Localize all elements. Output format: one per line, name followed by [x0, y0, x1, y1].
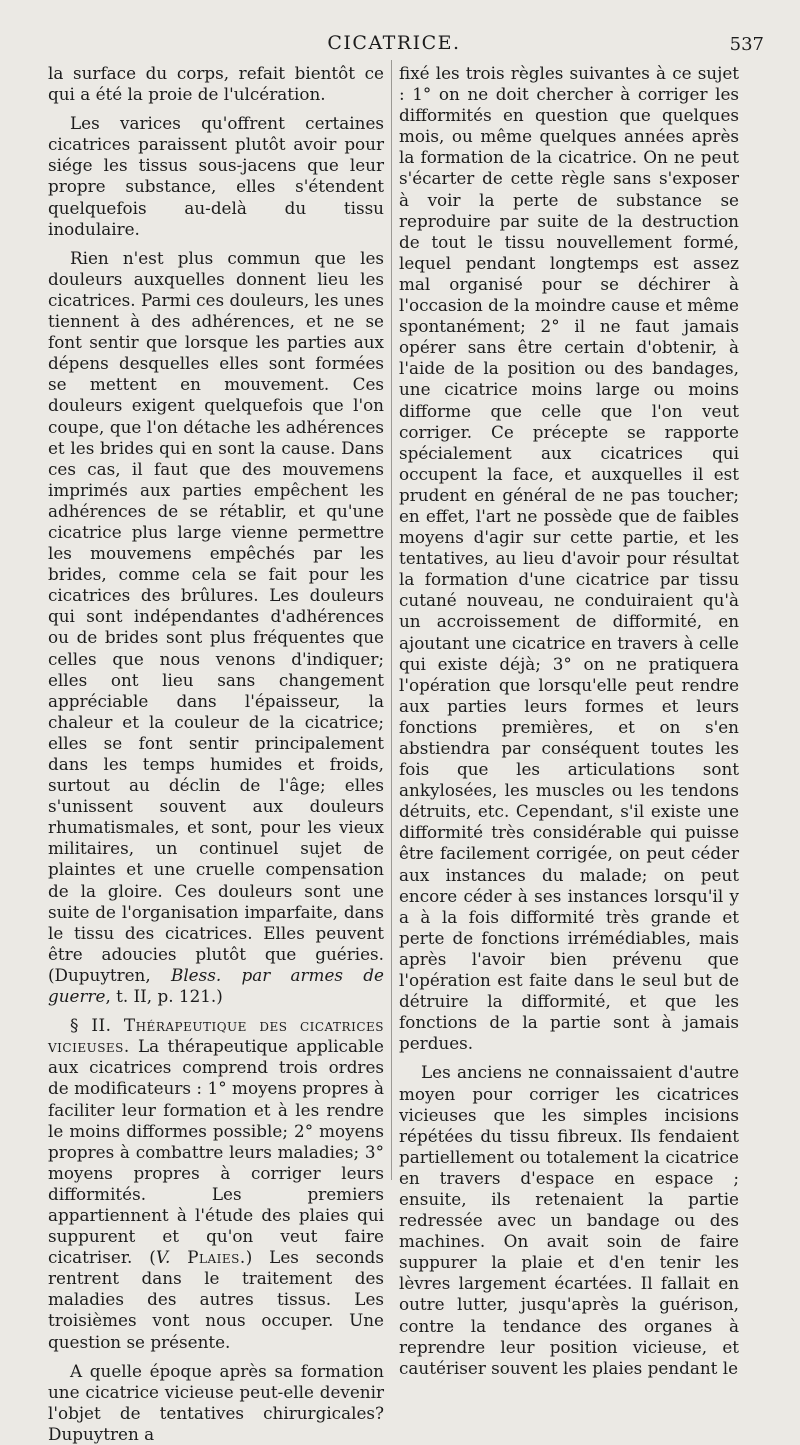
citation-title: Bless. par armes de guerre: [48, 964, 384, 1007]
cross-ref-marker: V.: [155, 1247, 171, 1268]
section-heading: § II. Thérapeutique des cicatrices vicieuses.: [48, 1015, 384, 1057]
paragraph-text: ) Les seconds rentrent dans le traitement des maladies des autres tissus. Les troisièmes vont nous occuper. Une question se présente.: [48, 1247, 384, 1352]
paragraph: [48, 248, 384, 1007]
paragraph-text: Rien n'est plus commun que les douleurs auxquelles donnent lieu les cicatrices. Parmi ces douleurs, les unes tiennent à des adhérences, et ne se font sentir que lorsque les parties aux dépens desquelles elles sont formées se mettent en mouvement. Ces douleurs exigent quelquefois que l'on coupe, que l'on détache les adhérences et les brides qui en sont la cause. Dans ces cas, il faut que des mouvemens imprimés aux parties empêchent les adhérences de se rétablir, et qu'une cicatrice plus large vienne permettre les mouvemens empêchés par les brides, comme cela se fait pour les cicatrices des brûlures. Les douleurs qui sont indépendantes d'adhérences ou de brides sont plus fréquentes que celles que nous venons d'indiquer; elles ont lieu sans changement appréciable dans l'épaisseur, la chaleur et la couleur de la cicatrice; elles se font sentir principalement dans les temps humides et froids, surtout au déclin de l'âge; elles s'unissent souvent aux douleurs rhumatismales, et sont, pour les vieux militaires, un continuel sujet de plaintes et une cruelle compensation de la gloire. Ces douleurs sont une suite de l'organisation imparfaite, dans le tissu des cicatrices. Elles peuvent être adoucies plutôt que guéries. (Dupuytren,: [48, 247, 384, 985]
column-divider: [391, 60, 392, 1180]
cross-ref: Plaies.: [187, 1247, 246, 1268]
page-number: 537: [729, 34, 764, 55]
paragraph: A quelle époque après sa formation une cicatrice vicieuse peut-elle devenir l'objet de tentatives chirurgicales? Dupuytren a: [48, 1360, 384, 1444]
page-title: CICATRICE.: [327, 32, 461, 54]
paragraph-text: La thérapeutique applicable aux cicatrices comprend trois ordres de modificateurs : 1° moyens propres à faciliter leur formation et à les rendre le moins difformes possible; 2° moyens propres à combattre leurs maladies; 3° moyens propres à corriger leurs difformités. Les premiers appartiennent à l'étude des plaies qui suppurent et qu'on veut faire cicatriser. (: [48, 1036, 384, 1268]
running-header: [44, 32, 764, 62]
paragraph: la surface du corps, refait bientôt ce qui a été la proie de l'ulcération.: [48, 63, 384, 105]
paragraph: fixé les trois règles suivantes à ce sujet : 1° on ne doit chercher à corriger les difformités en question que quelques mois, ou même quelques années après la formation de la cicatrice. On ne peut s'écarter de cette règle sans s'exposer à voir la perte de substance se reproduire par suite de la destruction de tout le tissu nouvellement formé, lequel pendant longtemps est assez mal organisé pour se déchirer à l'occasion de la moindre cause et même spontanément; 2° il ne faut jamais opérer sans être certain d'obtenir, à l'aide de la position ou des bandages, une cicatrice moins large ou moins difforme que celle que l'on veut corriger. Ce précepte se rapporte spécialement aux cicatrices qui occupent la face, et auxquelles il est prudent en général de ne pas toucher; en effet, l'art ne possède que de faibles moyens d'agir sur cette partie, et les tentatives, au lieu d'avoir pour résultat la formation d'une cicatrice par tissu cutané nouveau, ne conduiraient qu'à un accroissement de difformité, en ajoutant une cicatrice en travers à celle qui existe déjà; 3° on ne pratiquera l'opération que lorsqu'elle peut rendre aux parties leurs formes et leurs fonctions premières, et on s'en abstiendra par conséquent toutes les fois que les articulations sont ankylosées, les muscles ou les tendons détruits, etc. Cependant, s'il existe une difformité très considérable qui puisse être facilement corrigée, on peut céder aux instances du malade; on peut encore céder à ses instances lorsqu'il y a à la fois difformité très grande et perte de fonctions irrémédiables, mais après l'avoir bien prévenu que l'opération est faite dans le seul but de détruire la difformité, et que les fonctions de la partie sont à jamais perdues.: [399, 63, 739, 1054]
citation-ref: , t. II, p. 121.): [105, 986, 223, 1007]
left-column: [48, 63, 384, 1445]
paragraph: [48, 1015, 384, 1353]
paragraph: Les anciens ne connaissaient d'autre moyen pour corriger les cicatrices vicieuses que les simples incisions répétées du tissu fibreux. Ils fendaient partiellement ou totalement la cicatrice en travers d'espace en espace ; ensuite, ils retenaient la partie redressée avec un bandage ou des machines. On avait soin de faire suppurer la plaie et d'en tenir les lèvres largement écartées. Il fallait en outre lutter, jusqu'après la guérison, contre la tendance des organes à reprendre leur position vicieuse, et cautériser souvent les plaies pendant le: [399, 1062, 739, 1378]
right-column: [399, 63, 739, 1379]
paragraph: Les varices qu'offrent certaines cicatrices paraissent plutôt avoir pour siége les tissus sous-jacens que leur propre substance, elles s'étendent quelquefois au-delà du tissu inodulaire.: [48, 113, 384, 239]
